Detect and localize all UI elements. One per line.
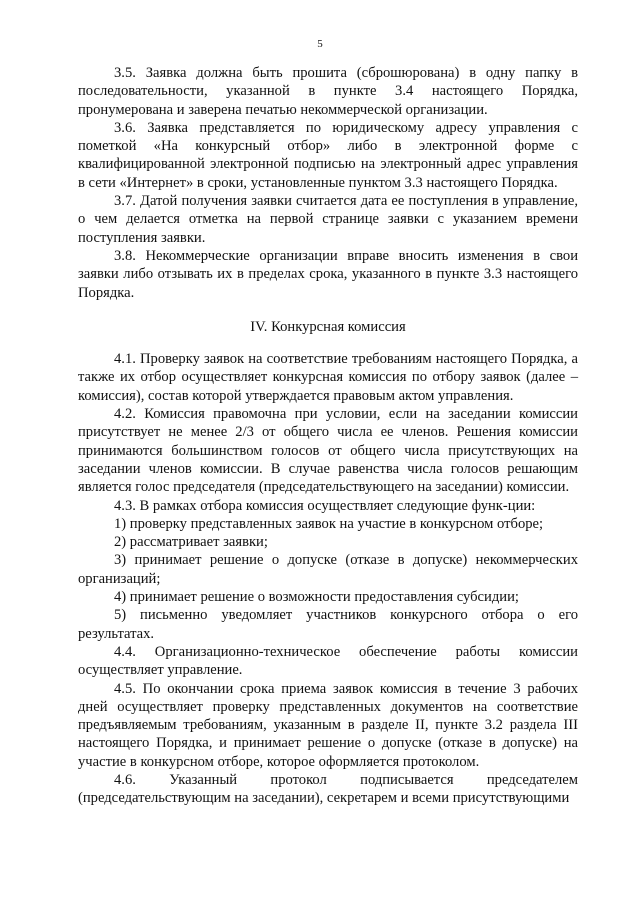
paragraph-3-6: 3.6. Заявка представляется по юридическому адресу управления с пометкой «На конкурсный отбор» либо в электронной форме с квалифицированной электронной подписью на электронный адрес управления в сети «Интернет» в сроки, установленные пунктом 3.3 настоящего Порядка. [78,119,578,191]
list-item-4-3-4: 4) принимает решение о возможности предоставления субсидии; [114,589,519,606]
paragraph-3-5: 3.5. Заявка должна быть прошита (сброшюрована) в одну папку в последовательности, указанной в пункте 3.4 настоящего Порядка, пронумерована и заверена печатью некоммерческой организации. [78,65,578,118]
list-item-4-3-2: 2) рассматривает заявки; [114,534,268,551]
document-body [78,64,578,808]
paragraph-4-5: 4.5. По окончании срока приема заявок комиссия в течение 3 рабочих дней осуществляет проверку представленных документов на соответствие предъявляемым требованиям, указанным в разделе II, пункте 3.2 раздела III настоящего Порядка, и принимает решение о допуске (отказе в допуске) на участие в конкурсном отборе, которое оформляется протоколом. [78,680,578,770]
list-item-4-3-5: 5) письменно уведомляет участников конкурсного отбора о его результатах. [78,607,578,642]
paragraph-4-4: 4.4. Организационно-техническое обеспечение работы комиссии осуществляет управление. [78,643,578,679]
paragraph-4-3: 4.3. В рамках отбора комиссия осуществляет следующие функ-ции: [114,497,536,514]
paragraph-4-6: 4.6. Указанный протокол подписывается председателем (председательствующим на заседании), секретарем и всеми присутствующими [78,771,578,807]
paragraph-4-1: 4.1. Проверку заявок на соответствие требованиям настоящего Порядка, а также их отбор осуществляет конкурсная комиссия по отбору заявок (далее – комиссия), состав которой утверждается правовым актом управления. [78,351,578,404]
page-number: 5 [317,38,323,50]
paragraph-3-8: 3.8. Некоммерческие организации вправе вносить изменения в свои заявки либо отзывать их в пределах срока, указанного в пункте 3.3 настоящего Порядка. [78,247,578,301]
paragraph-4-2: 4.2. Комиссия правомочна при условии, если на заседании комиссии присутствует не менее 2/3 от общего числа ее членов. Решения комиссии принимаются большинством голосов от общего числа присутствующих на заседании членов комиссии. В случае равенства числа голосов решающим является голос председателя (председательствующего на заседании) комиссии. [78,406,578,496]
list-item-4-3-3: 3) принимает решение о допуске (отказе в допуске) некоммерческих организаций; [78,552,578,587]
paragraph-3-7: 3.7. Датой получения заявки считается дата ее поступления в управление, о чем делается отметка на первой странице заявки с указанием времени поступления заявки. [78,193,578,246]
section-heading: IV. Конкурсная комиссия [250,318,406,335]
list-item-4-3-1: 1) проверку представленных заявок на участие в конкурсном отборе; [114,515,544,532]
